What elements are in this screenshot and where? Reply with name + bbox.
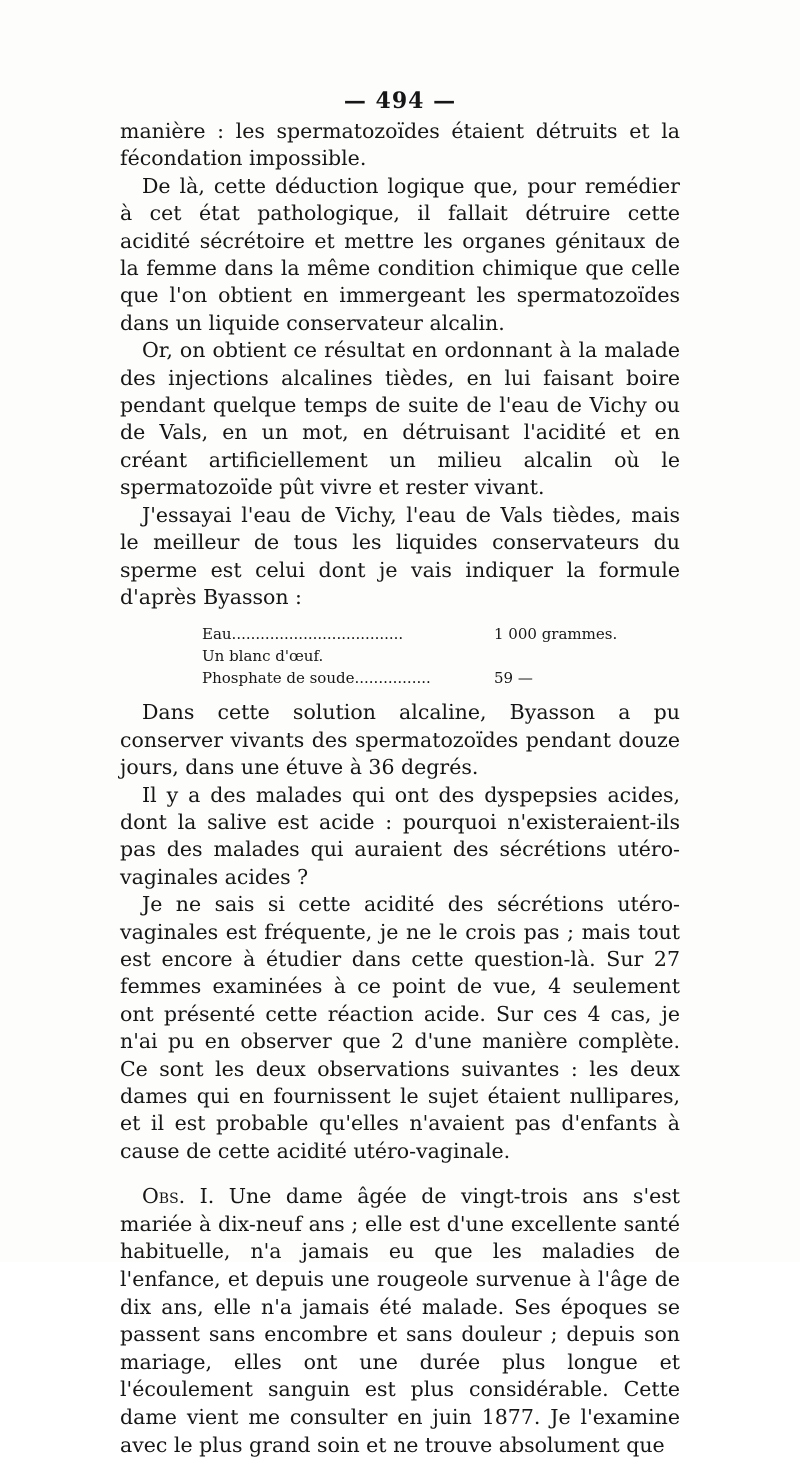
- paragraph-byasson-intro: J'essayai l'eau de Vichy, l'eau de Vals tièdes, mais le meilleur de tous les liquides conservateurs du sperme est celui dont je vais indiquer la formule d'après Byasson :: [120, 502, 680, 609]
- observation-label: Obs. I.: [142, 1184, 215, 1209]
- observation-paragraph: [120, 1183, 680, 1459]
- paragraph-continuation: manière : les spermatozoïdes étaient détruits et la fécondation impossible.: [120, 119, 680, 171]
- paragraph-dyspepsia: Il y a des malades qui ont des dyspepsies acides, dont la salive est acide : pourquoi n'existeraient-ils pas des malades qui auraient des sécrétions utéro-vaginales acides ?: [120, 782, 680, 889]
- page-number: — 494 —: [343, 88, 457, 114]
- formula-table: [202, 623, 622, 689]
- formula-row-water: [202, 623, 622, 645]
- paragraph-solution-result: Dans cette solution alcaline, Byasson a pu conserver vivants des spermatozoïdes pendant douze jours, dans une étuve à 36 degrés.: [120, 700, 680, 780]
- formula-quantity: 59 —: [494, 669, 533, 688]
- formula-quantity: 1 000 grammes.: [494, 625, 618, 644]
- formula-ingredient: Phosphate de soude................: [202, 669, 431, 688]
- paragraph-alkaline-injections: Or, on obtient ce résultat en ordonnant à la malade des injections alcalines tièdes, en lui faisant boire pendant quelque temps de suite de l'eau de Vichy ou de Vals, en un mot, en détruisant l'acidité et en créant artificiellement un milieu alcalin où le spermatozoïde pût vivre et rester vivant.: [120, 338, 680, 500]
- paragraph-frequency: Je ne sais si cette acidité des sécrétions utéro-vaginales est fréquente, je ne le crois pas ; mais tout est encore à étudier dans cette question-là. Sur 27 femmes examinées à ce point de vue, 4 seulement ont présenté cette réaction acide. Sur ces 4 cas, je n'ai pu en observer que 2 d'une manière complète. Ce sont les deux observations suivantes : les deux dames qui en fournissent le sujet étaient nullipares, et il est probable qu'elles n'avaient pas d'enfants à cause de cette acidité utéro-vaginale.: [120, 892, 680, 1163]
- observation-text: Une dame âgée de vingt-trois ans s'est mariée à dix-neuf ans ; elle est d'une excellente santé habituelle, n'a jamais eu que les maladies de l'enfance, et depuis une rougeole survenue à l'âge de dix ans, elle n'a jamais été malade. Ses époques se passent sans encombre et sans douleur ; depuis son mariage, elles ont une durée plus longue et l'écoulement sanguin est plus considérable. Cette dame vient me consulter en juin 1877. Je l'examine avec le plus grand soin et ne trouve absolument que: [120, 1184, 680, 1457]
- paragraph-deduction: De là, cette déduction logique que, pour remédier à cet état pathologique, il fallait détruire cette acidité sécrétoire et mettre les organes génitaux de la femme dans la même condition chimique que celle que l'on obtient en immergeant les spermatozoïdes dans un liquide conservateur alcalin.: [120, 173, 680, 335]
- formula-row-egg-white: [202, 645, 622, 667]
- body-text: [120, 118, 680, 1459]
- formula-ingredient: Un blanc d'œuf.: [202, 647, 324, 666]
- formula-ingredient: Eau....................................: [202, 625, 404, 644]
- formula-row-phosphate: [202, 667, 622, 689]
